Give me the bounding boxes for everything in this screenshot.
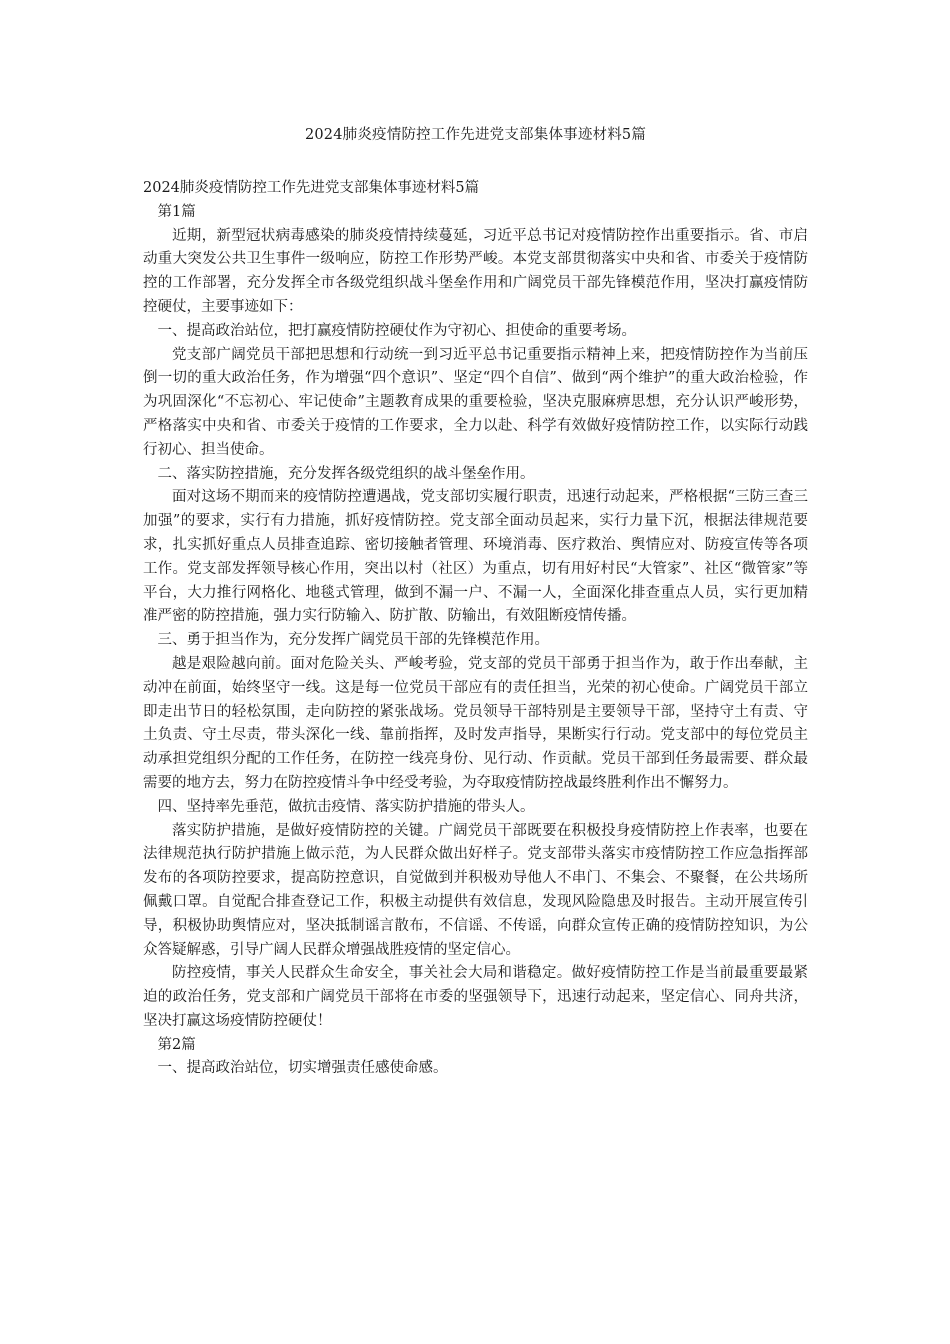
document-subtitle: 2024肺炎疫情防控工作先进党支部集体事迹材料5篇 <box>143 180 480 196</box>
body-paragraph: 党支部广阔党员干部把思想和行动统一到习近平总书记重要指示精神上来，把疫情防控作为当前压倒一切的重大政治任务，作为增强“四个意识”、坚定“四个自信”、做到“两个维护”的重大政治检验，作为巩固深化“不忘初心、牢记使命”主题教育成果的重要检验，坚决克服麻痹思想，充分认识严峻形势，严格落实中央和省、市委关于疫情的工作要求，全力以赴、科学有效做好疫情防控工作，以实际行动践行初心、担当使命。 <box>143 346 808 458</box>
document-title: 2024肺炎疫情防控工作先进党支部集体事迹材料5篇 <box>304 127 647 143</box>
body-paragraph: 面对这场不期而来的疫情防控遭遇战，党支部切实履行职责，迅速行动起来，严格根据“三防三查三加强”的要求，实行有力措施，抓好疫情防控。党支部全面动员起来，实行力量下沉，根据法律规范要求，扎实抓好重点人员排查追踪、密切接触者管理、环境消毒、医疗救治、舆情应对、防疫宣传等各项工作。党支部发挥领导核心作用，突出以村（社区）为重点，切有用好村民“大管家”、社区“微管家”等平台，大力推行网格化、地毯式管理，做到不漏一户、不漏一人，全面深化排查重点人员，实行更加精准严密的防控措施，强力实行防输入、防扩散、防输出，有效阻断疫情传播。 <box>143 489 808 625</box>
document-body <box>143 177 808 1081</box>
body-paragraph: 防控疫情，事关人民群众生命安全，事关社会大局和谐稳定。做好疫情防控工作是当前最重要最紧迫的政治任务，党支部和广阔党员干部将在市委的坚强领导下，迅速行动起来，坚定信心、同舟共济，坚决打赢这场疫情防控硬仗！ <box>143 965 808 1029</box>
section-heading: 三、勇于担当作为，充分发挥广阔党员干部的先锋模范作用。 <box>157 632 549 649</box>
section-heading: 四、坚持率先垂范，做抗击疫情、落实防护措施的带头人。 <box>157 798 535 815</box>
body-paragraph: 近期，新型冠状病毒感染的肺炎疫情持续蔓延，习近平总书记对疫情防控作出重要指示。省、市启动重大突发公共卫生事件一级响应，防控工作形势严峻。本党支部贯彻落实中央和省、市委关于疫情防控的工作部署，充分发挥全市各级党组织战斗堡垒作用和广阔党员干部先锋模范作用，坚决打赢疫情防控硬仗，主要事迹如下： <box>143 227 808 315</box>
body-paragraph: 落实防护措施，是做好疫情防控的关键。广阔党员干部既要在积极投身疫情防控上作表率，也要在法律规范执行防护措施上做示范，为人民群众做出好样子。党支部带头落实市疫情防控工作应急指挥部发布的各项防控要求，提高防控意识，自觉做到并积极劝导他人不串门、不集会、不聚餐，在公共场所佩戴口罩。自觉配合排查登记工作，积极主动提供有效信息，发现风险隐患及时报告。主动开展宣传引导，积极协助舆情应对，坚决抵制谣言散布，不信谣、不传谣，向群众宣传正确的疫情防控知识，为公众答疑解惑，引导广阔人民群众增强战胜疫情的坚定信心。 <box>143 822 808 958</box>
section-heading: 第2篇 <box>157 1036 196 1053</box>
section-heading: 一、提高政治站位，把打赢疫情防控硬仗作为守初心、担使命的重要考场。 <box>157 322 636 339</box>
body-paragraph: 越是艰险越向前。面对危险关头、严峻考验，党支部的党员干部勇于担当作为，敢于作出奉献，主动冲在前面，始终坚守一线。这是每一位党员干部应有的责任担当，光荣的初心使命。广阔党员干部立即走出节日的轻松氛围，走向防控的紧张战场。党员领导干部特别是主要领导干部，坚持守土有责、守土负责、守土尽责，带头深化一线、靠前指挥，及时发声指导，果断实行行动。党支部中的每位党员主动承担党组织分配的工作任务，在防控一线亮身份、见行动、作贡献。党员干部到任务最需要、群众最需要的地方去，努力在防控疫情斗争中经受考验，为夺取疫情防控战最终胜利作出不懈努力。 <box>143 655 808 791</box>
section-heading: 一、提高政治站位，切实增强责任感使命感。 <box>157 1060 448 1077</box>
section-heading: 二、落实防控措施，充分发挥各级党组织的战斗堡垒作用。 <box>157 465 535 482</box>
section-heading: 第1篇 <box>157 203 196 220</box>
